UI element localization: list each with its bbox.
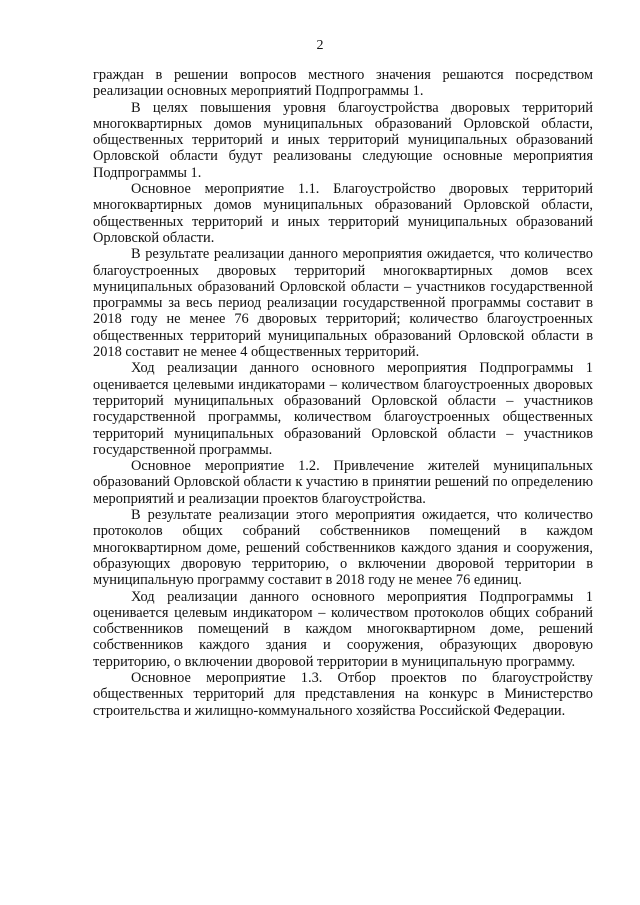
paragraph-measure-1-2: Основное мероприятие 1.2. Привлечение жителей муниципальных образований Орловской области к участию в принятии решений по определению мероприятий и реализации проектов благоустройства. xyxy=(93,458,593,507)
paragraph-measure-1-2-indicators: Ход реализации данного основного мероприятия Подпрограммы 1 оценивается целевым индикатором – количеством протоколов общих собраний собственников помещений в каждом многоквартирном доме, решений собственников каждого здания и сооружения, образующих дворовую территорию, о включении дворовой территории в муниципальную программу. xyxy=(93,588,593,670)
paragraph-measure-1-3: Основное мероприятие 1.3. Отбор проектов по благоустройству общественных территорий для представления на конкурс в Министерство строительства и жилищно-коммунального хозяйства Российской Федерации. xyxy=(93,669,593,719)
paragraph-measure-1-1-indicators: Ход реализации данного основного мероприятия Подпрограммы 1 оценивается целевыми индикаторами – количеством благоустроенных дворовых территорий муниципальных образований Орловской области – участников государственной программы, количеством благоустроенных общественных территорий муниципальных образований Орловской области – участников государственной программы. xyxy=(93,360,593,458)
paragraph-measure-1-1-result: В результате реализации данного мероприятия ожидается, что количество благоустроенных дворовых территорий многоквартирных домов всех муниципальных образований Орловской области – участников государственной программы за весь период реализации государственной программы составит в 2018 году не менее 76 дворовых территорий; количество благоустроенных общественных территорий муниципальных образований Орловской области в 2018 составит не менее 4 общественных территорий. xyxy=(93,246,593,361)
paragraph-intro-measures: В целях повышения уровня благоустройства дворовых территорий многоквартирных домов муниципальных образований Орловской области, общественных территорий и иных территорий муниципальных образований Орловской области будут реализованы следующие основные мероприятия Подпрограммы 1. xyxy=(93,99,593,181)
paragraph-continuation: граждан в решении вопросов местного значения решаются посредством реализации основных мероприятий Подпрограммы 1. xyxy=(93,67,593,100)
document-body xyxy=(93,67,593,719)
paragraph-measure-1-1: Основное мероприятие 1.1. Благоустройство дворовых территорий многоквартирных домов муниципальных образований Орловской области, общественных территорий и иных территорий муниципальных образований Орловской области. xyxy=(93,181,593,246)
page-number: 2 xyxy=(316,38,324,53)
paragraph-measure-1-2-result: В результате реализации этого мероприятия ожидается, что количество протоколов общих собраний собственников помещений в каждом многоквартирном доме, решений собственников каждого здания и сооружения, образующих дворовую территорию, о включении дворовой территории в муниципальную программу составит в 2018 году не менее 76 единиц. xyxy=(93,507,593,589)
